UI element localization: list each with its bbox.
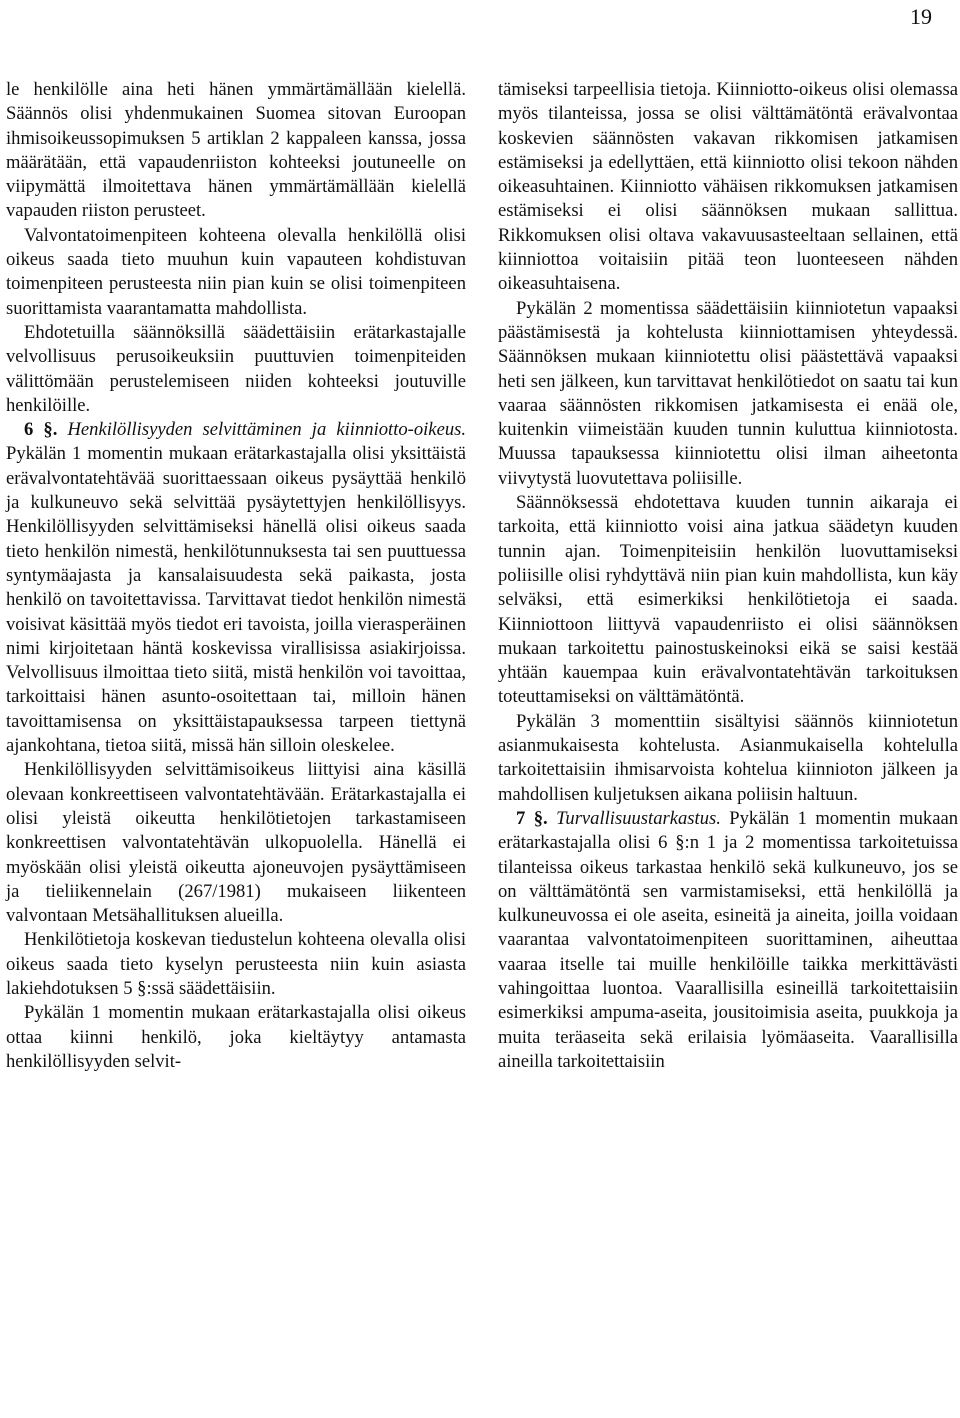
page-number: 19 bbox=[910, 4, 932, 29]
section-6-number: 6 §. bbox=[24, 419, 58, 441]
paragraph: Henkilötietoja koskevan tiedustelun kohteena olevalla olisi oikeus saada tieto kyselyn perusteesta niin kuin asiasta lakiehdotuksen 5 §:ssä säädettäisiin. bbox=[6, 929, 466, 999]
paragraph: le henkilölle aina heti hänen ymmärtämällään kielellä. Säännös olisi yhdenmukainen Suomea sitovan Euroopan ihmisoikeussopimuksen 5 artiklan 2 kappaleen kanssa, jossa määrätään, että vapaudenriiston kohteeksi joutuneelle on viipymättä ilmoitettava hänen ymmärtämällään kielellä vapauden riiston perusteet. bbox=[6, 79, 466, 222]
section-7-paragraph bbox=[498, 807, 958, 1074]
section-7-title: Turvallisuustarkastus. bbox=[556, 807, 721, 829]
paragraph: Pykälän 2 momentissa säädettäisiin kiinniotetun vapaaksi päästämisestä ja kohtelusta kiinniottamisen yhteydessä. Säännöksen mukaan kiinniotettu olisi päästettävä vapaaksi heti sen jälkeen, kun tarvittavat henkilötiedot on saatu tai kun vaaraa säännösten rikkomisen jatkamisesta ei enää ole, kuitenkin viimeistään kuuden tunnin kuluttua kiinniotosta. Muussa tapauksessa kiinniotettu olisi ilman aiheetonta viivytystä luovutettava poliisille. bbox=[498, 297, 958, 489]
section-6-text: Pykälän 1 momentin mukaan erätarkastajalla olisi yksittäistä erävalvontatehtävää suorittaessaan oikeus pysäyttää henkilö ja kulkuneuvo sekä selvittää pysäytettyjen henkilöllisyys. Henkilöllisyyden selvittämiseksi hänellä olisi oikeus saada tieto henkilön nimestä, henkilötunnuksesta tai sen puuttuessa syntymäajasta ja kansalaisuudesta sekä paikasta, josta henkilö on tavoitettavissa. Tarvittavat tiedot henkilön nimestä voisivat käsittää myös tiedot eri tavoista, joilla vierasperäinen nimi kirjoitetaan häntä koskevissa virallisissa asiakirjoissa. Velvollisuus ilmoittaa tieto siitä, mistä henkilön voi tavoittaa, tarkoittaisi hänen asunto-osoitettaan tai, milloin hänen tavoittamisensa on yksittäistapauksessa tarpeen tiettynä ajankohtana, tietoa siitä, missä hän silloin oleskelee. bbox=[6, 443, 466, 757]
paragraph: Säännöksessä ehdotettava kuuden tunnin aikaraja ei tarkoita, että kiinniotto voisi aina jatkua säädetyn kuuden tunnin ajan. Toimenpiteisiin henkilön luovuttamiseksi poliisille olisi ryhdyttävä niin pian kuin mahdollista, kun käy selväksi, että esimerkiksi henkilötietoja ei saada. Kiinniottoon liittyvä vapaudenriisto ei olisi säännöksen mukaan tarkoitettu painostuskeinoksi eikä se saisi kestää yhtään kauempaa kuin erävalvontatehtävän tarkoituksen toteuttamiseksi on välttämätöntä. bbox=[498, 492, 958, 708]
section-6-title: Henkilöllisyyden selvittäminen ja kiinniotto-oikeus. bbox=[67, 419, 466, 441]
section-7-number: 7 §. bbox=[516, 807, 548, 829]
left-column bbox=[6, 78, 466, 1074]
right-column bbox=[498, 78, 958, 1074]
paragraph: Valvontatoimenpiteen kohteena olevalla henkilöllä olisi oikeus saada tieto muuhun kuin vapauteen kohdistuvan toimenpiteen perusteesta niin pian kuin se olisi toimenpiteen suorittamista vaarantamatta mahdollista. bbox=[6, 224, 466, 319]
paragraph: Henkilöllisyyden selvittämisoikeus liittyisi aina käsillä olevaan konkreettiseen valvontatehtävään. Erätarkastajalla ei olisi yleistä oikeutta henkilötietojen tarkastamiseen konkreettisen valvontatehtävän ulkopuolella. Hänellä ei myöskään olisi yleistä oikeutta ajoneuvojen pysäyttämiseen ja tieliikennelain (267/1981) mukaiseen liikenteen valvontaan Metsähallituksen alueilla. bbox=[6, 759, 466, 927]
paragraph: tämiseksi tarpeellisia tietoja. Kiinniotto-oikeus olisi olemassa myös tilanteissa, jossa se olisi välttämätöntä erävalvontaa koskevien säännösten vakavan rikkomisen jatkamisen estämiseksi ja edellyttäen, että kiinniotto olisi tekoon nähden oikeasuhtainen. Kiinniotto vähäisen rikkomuksen jatkamisen estämiseksi ei olisi säännöksen mukaan sallittua. Rikkomuksen olisi oltava vakavuusasteeltaan sellainen, että kiinniottoa voitaisiin pitää teon luonteeseen nähden oikeasuhtaisena. bbox=[498, 79, 958, 295]
paragraph: Ehdotetuilla säännöksillä säädettäisiin erätarkastajalle velvollisuus perusoikeuksiin puuttuvien toimenpiteiden välittömään perustelemiseen niiden kohteeksi joutuville henkilöille. bbox=[6, 321, 466, 416]
paragraph: Pykälän 1 momentin mukaan erätarkastajalla olisi oikeus ottaa kiinni henkilö, joka kieltäytyy antamasta henkilöllisyyden selvit- bbox=[6, 1002, 466, 1072]
paragraph: Pykälän 3 momenttiin sisältyisi säännös kiinniotetun asianmukaisesta kohtelusta. Asianmukaisella kohtelulla tarkoitettaisiin ihmisarvoista kohtelua kiinnioton jälkeen ja mahdollisen kuljetuksen aikana poliisin haltuun. bbox=[498, 710, 958, 805]
section-7-text: Pykälän 1 momentin mukaan erätarkastajalla olisi 6 §:n 1 ja 2 momentissa tarkoitetuissa tilanteissa oikeus tarkastaa henkilö sekä kulkuneuvo, jos se on välttämätöntä sen varmistamiseksi, että henkilöllä ja kulkuneuvossa ei ole aseita, esineitä ja aineita, joilla voidaan vaarantaa valvontatoimenpiteen suorittaminen, aiheuttaa vaaraa itselle tai muille henkilöille taikka merkittävästi vahingoittaa luontoa. Vaarallisilla esineillä tarkoitettaisiin esimerkiksi ampuma-aseita, jousitoimisia aseita, puukkoja ja muita teräaseita sekä erilaisia lyömäaseita. Vaarallisilla aineilla tarkoitettaisiin bbox=[498, 807, 958, 1072]
section-6-paragraph bbox=[6, 418, 466, 758]
